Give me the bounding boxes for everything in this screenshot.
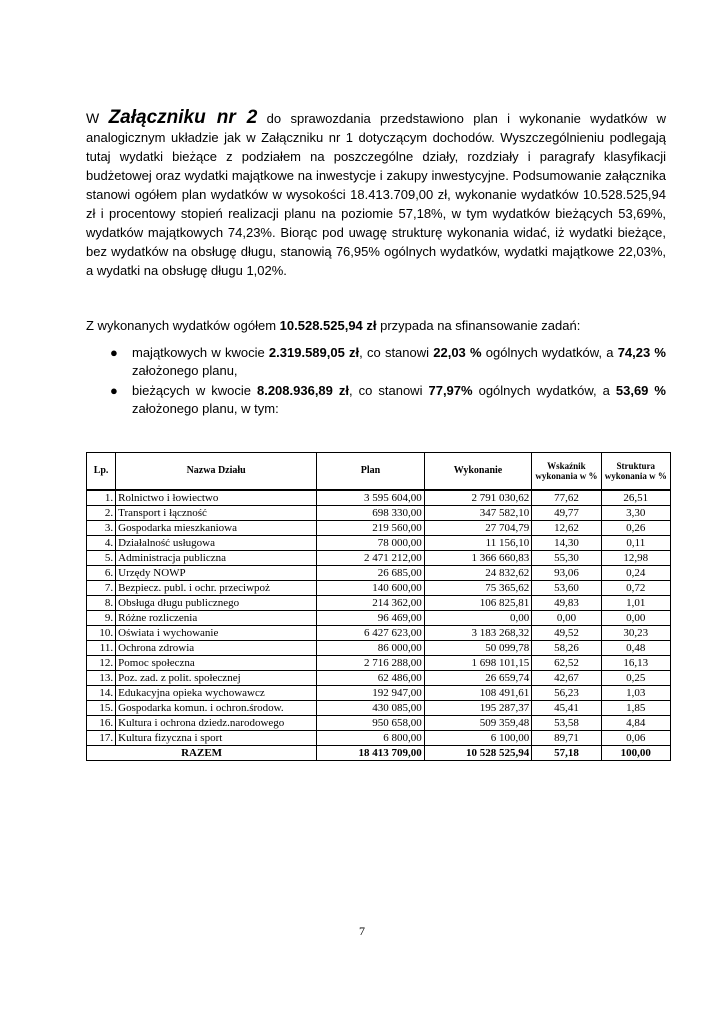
row-exec: 3 183 268,32 [424,626,532,641]
bullet-text: założonego planu, [132,363,238,378]
row-name: Transport i łączność [116,506,317,521]
row-exec: 1 366 660,83 [424,551,532,566]
row-name: Kultura fizyczna i sport [116,731,317,746]
row-name: Pomoc społeczna [116,656,317,671]
bullet-plan-percent: 74,23 % [617,345,666,360]
row-exec: 6 100,00 [424,731,532,746]
summary-text-before: Z wykonanych wydatków ogółem [86,318,280,333]
row-plan: 698 330,00 [317,506,425,521]
row-structure: 1,85 [601,701,670,716]
row-name: Działalność usługowa [116,536,317,551]
row-plan: 140 600,00 [317,581,425,596]
row-name: Poz. zad. z polit. społecznej [116,671,317,686]
header-row [87,453,671,491]
bullet-text: bieżących w kwocie [132,383,257,398]
bullet-item-current [110,382,666,418]
table-row [87,521,671,536]
row-exec: 347 582,10 [424,506,532,521]
row-name: Rolnictwo i łowiectwo [116,490,317,506]
row-lp: 7. [87,581,116,596]
row-plan: 62 486,00 [317,671,425,686]
total-plan: 18 413 709,00 [317,746,425,761]
row-plan: 2 716 288,00 [317,656,425,671]
table-row [87,536,671,551]
row-exec: 1 698 101,15 [424,656,532,671]
row-name: Ochrona zdrowia [116,641,317,656]
table-row [87,490,671,506]
row-name: Administracja publiczna [116,551,317,566]
row-ratio: 53,60 [532,581,601,596]
row-plan: 2 471 212,00 [317,551,425,566]
bullet-plan-percent: 53,69 % [615,383,666,398]
bullet-icon: ● [110,383,118,398]
row-ratio: 49,83 [532,596,601,611]
row-lp: 5. [87,551,116,566]
row-plan: 219 560,00 [317,521,425,536]
row-ratio: 89,71 [532,731,601,746]
row-structure: 1,03 [601,686,670,701]
row-name: Obsługa długu publicznego [116,596,317,611]
row-lp: 16. [87,716,116,731]
row-plan: 950 658,00 [317,716,425,731]
row-structure: 0,06 [601,731,670,746]
row-structure: 0,25 [601,671,670,686]
intro-body: do sprawozdania przedstawiono plan i wykonanie wydatków w analogicznym układzie jak w Załączniku nr 1 dotyczącym dochodów. Wyszczególnieniu podlegają tutaj wydatki bieżące z podziałem na poszczególne działy, rozdziały i paragrafy klasyfikacji budżetowej oraz wydatki majątkowe na inwestycje i zakupy inwestycyjne. Podsumowanie załącznika stanowi ogółem plan wydatków w wysokości 18.413.709,00 zł, wykonanie wydatków 10.528.525,94 zł i procentowy stopień realizacji planu na poziomie 57,18%, w tym wydatków bieżących 53,69%, wydatków majątkowych 74,23%. Biorąc pod uwagę strukturę wykonania widać, iż wydatki bieżące, bez wydatków na obsługę długu, stanowią 76,95% ogólnych wydatków, wydatki majątkowe 22,03%, a wydatki na obsługę długu 1,02%. [86,111,666,278]
row-ratio: 55,30 [532,551,601,566]
row-name: Różne rozliczenia [116,611,317,626]
row-exec: 26 659,74 [424,671,532,686]
table-row [87,506,671,521]
row-lp: 4. [87,536,116,551]
table-row [87,581,671,596]
total-label: RAZEM [87,746,317,761]
row-ratio: 58,26 [532,641,601,656]
total-row [87,746,671,761]
row-structure: 0,26 [601,521,670,536]
table-row [87,716,671,731]
row-lp: 17. [87,731,116,746]
summary-text-after: przypada na sfinansowanie zadań: [376,318,581,333]
header-lp: Lp. [87,453,116,491]
summary-amount: 10.528.525,94 zł [279,318,377,333]
row-structure: 0,72 [601,581,670,596]
row-ratio: 12,62 [532,521,601,536]
row-exec: 11 156,10 [424,536,532,551]
row-lp: 13. [87,671,116,686]
row-plan: 6 800,00 [317,731,425,746]
intro-lead-word: W [86,110,100,126]
row-plan: 6 427 623,00 [317,626,425,641]
bullet-icon: ● [110,345,118,360]
row-ratio: 49,77 [532,506,601,521]
bullet-text: , co stanowi [349,383,429,398]
row-lp: 15. [87,701,116,716]
bullet-text: ogólnych wydatków, a [481,345,618,360]
row-exec: 27 704,79 [424,521,532,536]
row-structure: 12,98 [601,551,670,566]
table-row [87,551,671,566]
row-structure: 0,11 [601,536,670,551]
row-lp: 11. [87,641,116,656]
row-plan: 96 469,00 [317,611,425,626]
table-row [87,686,671,701]
row-structure: 1,01 [601,596,670,611]
row-ratio: 77,62 [532,490,601,506]
row-plan: 214 362,00 [317,596,425,611]
table-row [87,611,671,626]
row-lp: 3. [87,521,116,536]
intro-paragraph [86,108,666,280]
total-ratio: 57,18 [532,746,601,761]
table-row [87,701,671,716]
table-row [87,596,671,611]
row-lp: 6. [87,566,116,581]
row-exec: 108 491,61 [424,686,532,701]
row-lp: 14. [87,686,116,701]
row-exec: 24 832,62 [424,566,532,581]
total-exec: 10 528 525,94 [424,746,532,761]
row-name: Gospodarka komun. i ochron.środow. [116,701,317,716]
bullet-amount: 2.319.589,05 zł [268,345,360,360]
row-plan: 3 595 604,00 [317,490,425,506]
row-name: Urzędy NOWP [116,566,317,581]
table-row [87,566,671,581]
row-structure: 0,00 [601,611,670,626]
row-structure: 0,24 [601,566,670,581]
table-row [87,671,671,686]
row-lp: 9. [87,611,116,626]
bullet-amount: 8.208.936,89 zł [256,383,350,398]
row-name: Kultura i ochrona dziedz.narodowego [116,716,317,731]
row-lp: 1. [87,490,116,506]
row-lp: 2. [87,506,116,521]
row-ratio: 45,41 [532,701,601,716]
bullet-text: , co stanowi [359,345,434,360]
row-plan: 26 685,00 [317,566,425,581]
row-name: Bezpiecz. publ. i ochr. przeciwpoż [116,581,317,596]
row-exec: 50 099,78 [424,641,532,656]
row-exec: 0,00 [424,611,532,626]
bullet-share: 22,03 % [433,345,482,360]
row-plan: 78 000,00 [317,536,425,551]
bullet-item-capital [110,344,666,380]
header-ratio: Wskaźnik wykonania w % [532,453,601,491]
row-ratio: 42,67 [532,671,601,686]
row-ratio: 56,23 [532,686,601,701]
row-plan: 192 947,00 [317,686,425,701]
table-row [87,626,671,641]
row-plan: 430 085,00 [317,701,425,716]
row-exec: 509 359,48 [424,716,532,731]
table-body [87,490,671,761]
row-name: Oświata i wychowanie [116,626,317,641]
table-header [87,453,671,491]
bullet-text: ogólnych wydatków, a [472,383,616,398]
row-exec: 2 791 030,62 [424,490,532,506]
attachment-reference: Załączniku nr 2 [108,107,258,128]
row-exec: 195 287,37 [424,701,532,716]
row-plan: 86 000,00 [317,641,425,656]
total-structure: 100,00 [601,746,670,761]
bullet-share: 77,97% [428,383,473,398]
summary-line [86,316,686,335]
row-lp: 10. [87,626,116,641]
page-number: 7 [359,924,365,938]
header-plan: Plan [317,453,425,491]
row-name: Edukacyjna opieka wychowawcz [116,686,317,701]
row-lp: 12. [87,656,116,671]
row-ratio: 53,58 [532,716,601,731]
row-ratio: 49,52 [532,626,601,641]
row-exec: 75 365,62 [424,581,532,596]
row-structure: 4,84 [601,716,670,731]
header-structure: Struktura wykonania w % [601,453,670,491]
row-exec: 106 825,81 [424,596,532,611]
bullet-list [110,344,666,420]
expenditure-table [86,452,671,761]
row-ratio: 62,52 [532,656,601,671]
row-structure: 30,23 [601,626,670,641]
row-structure: 0,48 [601,641,670,656]
row-lp: 8. [87,596,116,611]
table-row [87,656,671,671]
header-name: Nazwa Działu [116,453,317,491]
row-structure: 26,51 [601,490,670,506]
row-structure: 16,13 [601,656,670,671]
row-ratio: 93,06 [532,566,601,581]
bullet-text: majątkowych w kwocie [132,345,269,360]
row-structure: 3,30 [601,506,670,521]
row-ratio: 14,30 [532,536,601,551]
table-row [87,731,671,746]
row-name: Gospodarka mieszkaniowa [116,521,317,536]
table-row [87,641,671,656]
row-ratio: 0,00 [532,611,601,626]
header-exec: Wykonanie [424,453,532,491]
bullet-text: założonego planu, w tym: [132,401,279,416]
